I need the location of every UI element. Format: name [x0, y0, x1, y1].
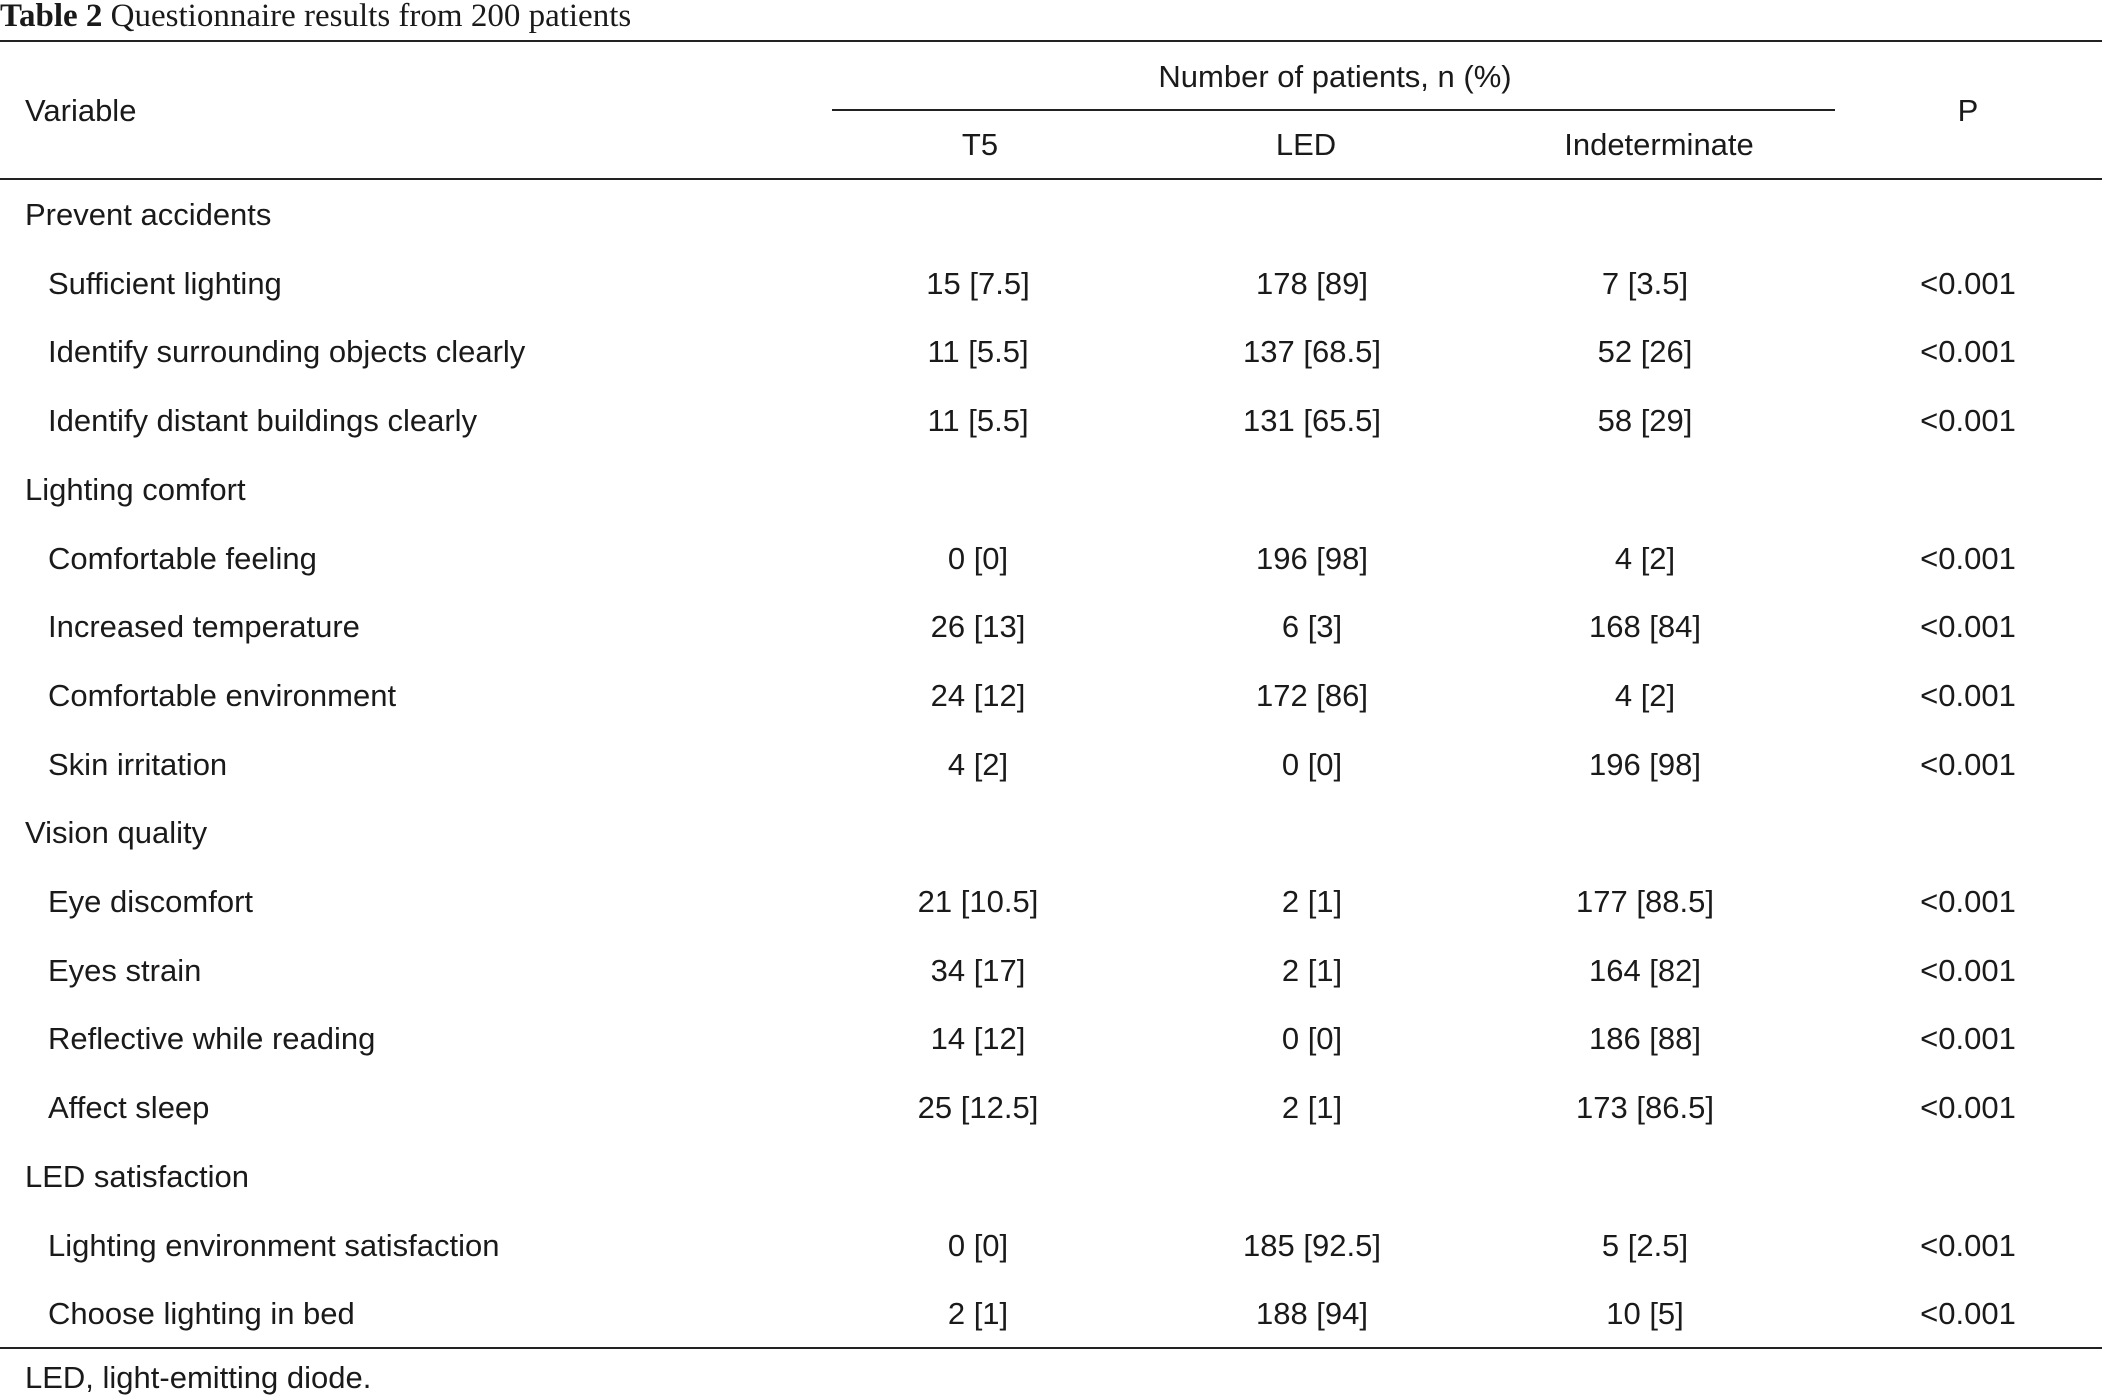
row-label: Comfortable feeling — [48, 541, 317, 576]
cell-led: 185 [92.5] — [1243, 1228, 1381, 1263]
cell-led: 2 [1] — [1281, 884, 1343, 919]
cell-ind: 168 [84] — [1588, 609, 1702, 644]
cell-ind: 164 [82] — [1588, 953, 1702, 988]
row-label: Comfortable environment — [48, 678, 397, 713]
cell-t5: 2 [1] — [947, 1296, 1009, 1331]
cell-ind: 177 [88.5] — [1576, 884, 1714, 919]
cell-led: 131 [65.5] — [1243, 403, 1381, 438]
cell-led: 2 [1] — [1281, 953, 1343, 988]
cell-t5: 24 [12] — [930, 678, 1026, 713]
cell-p: <0.001 — [1920, 678, 2016, 713]
cell-led: 6 [3] — [1281, 609, 1343, 644]
header-rule — [0, 178, 2102, 180]
cell-p: <0.001 — [1920, 334, 2016, 369]
cell-t5: 4 [2] — [947, 747, 1009, 782]
footnote: LED, light-emitting diode. — [25, 1360, 372, 1395]
cell-t5: 11 [5.5] — [927, 403, 1029, 438]
row-label: Identify surrounding objects clearly — [48, 334, 526, 369]
cell-p: <0.001 — [1920, 609, 2016, 644]
table-caption-label: Table 2 — [0, 0, 103, 34]
row-label: Identify distant buildings clearly — [48, 403, 478, 438]
cell-t5: 34 [17] — [930, 953, 1026, 988]
cell-ind: 5 [2.5] — [1601, 1228, 1689, 1263]
header-t5: T5 — [961, 127, 999, 162]
cell-ind: 4 [2] — [1614, 541, 1676, 576]
cell-led: 196 [98] — [1255, 541, 1369, 576]
cell-p: <0.001 — [1920, 747, 2016, 782]
cell-ind: 52 [26] — [1597, 334, 1693, 369]
cell-ind: 196 [98] — [1588, 747, 1702, 782]
cell-t5: 0 [0] — [947, 541, 1009, 576]
cell-p: <0.001 — [1920, 266, 2016, 301]
cell-t5: 11 [5.5] — [927, 334, 1029, 369]
row-label: Eyes strain — [48, 953, 202, 988]
section-label: Prevent accidents — [25, 197, 272, 232]
cell-p: <0.001 — [1920, 541, 2016, 576]
cell-t5: 26 [13] — [930, 609, 1026, 644]
cell-ind: 58 [29] — [1597, 403, 1693, 438]
header-indeterminate: Indeterminate — [1564, 127, 1754, 162]
group-rule — [832, 109, 1835, 111]
cell-led: 0 [0] — [1281, 747, 1343, 782]
cell-p: <0.001 — [1920, 1021, 2016, 1056]
row-label: Sufficient lighting — [48, 266, 282, 301]
top-rule — [0, 40, 2102, 42]
cell-led: 137 [68.5] — [1243, 334, 1381, 369]
header-variable: Variable — [25, 93, 137, 128]
row-label: Increased temperature — [48, 609, 360, 644]
row-label: Choose lighting in bed — [48, 1296, 355, 1331]
cell-p: <0.001 — [1920, 1228, 2016, 1263]
table-caption — [0, 0, 631, 40]
header-led: LED — [1275, 127, 1337, 162]
cell-t5: 15 [7.5] — [926, 266, 1030, 301]
row-label: Lighting environment satisfaction — [48, 1228, 500, 1263]
cell-p: <0.001 — [1920, 1090, 2016, 1125]
cell-led: 188 [94] — [1255, 1296, 1369, 1331]
cell-p: <0.001 — [1920, 884, 2016, 919]
cell-p: <0.001 — [1920, 403, 2016, 438]
section-label: Vision quality — [25, 815, 208, 850]
row-label: Eye discomfort — [48, 884, 254, 919]
row-label: Skin irritation — [48, 747, 228, 782]
cell-t5: 14 [12] — [930, 1021, 1026, 1056]
section-label: LED satisfaction — [25, 1159, 249, 1194]
cell-p: <0.001 — [1920, 1296, 2016, 1331]
cell-led: 172 [86] — [1255, 678, 1369, 713]
cell-ind: 10 [5] — [1606, 1296, 1684, 1331]
cell-ind: 7 [3.5] — [1601, 266, 1689, 301]
header-p: P — [1957, 93, 1979, 128]
cell-led: 178 [89] — [1255, 266, 1369, 301]
section-label: Lighting comfort — [25, 472, 246, 507]
table-caption-text: Questionnaire results from 200 patients — [110, 0, 632, 34]
cell-p: <0.001 — [1920, 953, 2016, 988]
cell-t5: 21 [10.5] — [917, 884, 1039, 919]
row-label: Affect sleep — [48, 1090, 210, 1125]
header-group: Number of patients, n (%) — [1158, 59, 1512, 94]
cell-led: 0 [0] — [1281, 1021, 1343, 1056]
cell-ind: 173 [86.5] — [1576, 1090, 1714, 1125]
cell-ind: 186 [88] — [1588, 1021, 1702, 1056]
cell-ind: 4 [2] — [1614, 678, 1676, 713]
cell-t5: 0 [0] — [947, 1228, 1009, 1263]
row-label: Reflective while reading — [48, 1021, 376, 1056]
bottom-rule — [0, 1347, 2102, 1349]
cell-t5: 25 [12.5] — [917, 1090, 1039, 1125]
cell-led: 2 [1] — [1281, 1090, 1343, 1125]
